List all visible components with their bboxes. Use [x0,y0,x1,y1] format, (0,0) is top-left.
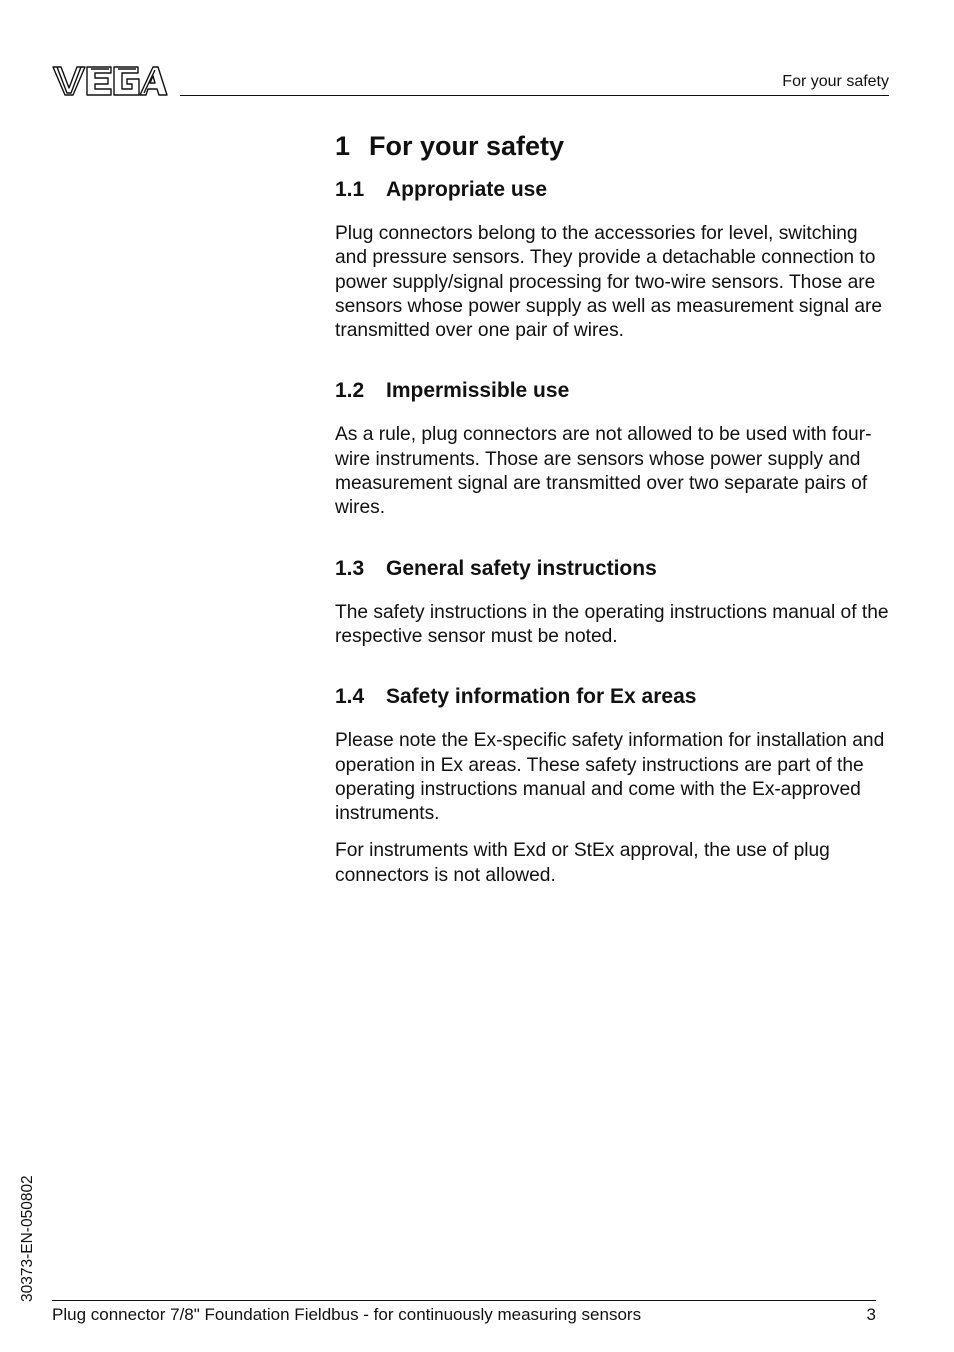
page-number: 3 [866,1305,876,1324]
footer-rule [52,1300,876,1301]
section-ex-areas [335,683,891,888]
section-heading [335,555,891,583]
section-heading [335,176,891,204]
paragraph: Please note the Ex-specific safety information for installation and operation in Ex areas. These safety instructions are part of the operating instructions manual and come with the Ex-approved instruments. [335,730,885,825]
vega-logo [52,64,168,98]
section-number: 1.1 [335,178,365,201]
header-title: For your safety [782,73,889,90]
section-title: General safety instructions [386,556,657,580]
paragraph: Plug connectors belong to the accessories for level, switching and pressure sensors. They provide a detachable connection to power supply/signal processing for two-wire sensors. Those are sensors whose power supply as well as measurement signal are transmitted over one pair of wires. [335,223,883,342]
footer-text: Plug connector 7/8" Foundation Fieldbus - for continuously measuring sensors [52,1305,642,1324]
chapter-heading [335,128,891,164]
section-title: Impermissible use [386,379,570,403]
section-number: 1.4 [335,685,365,709]
section-number: 1.3 [335,556,365,580]
main-content [335,128,891,922]
document-code: 30373-EN-050802 [19,1175,36,1302]
section-general-safety [335,555,891,650]
section-title: Safety information for Ex areas [386,685,697,709]
section-impermissible-use [335,377,891,520]
section-number: 1.2 [335,379,365,403]
section-appropriate-use [335,176,891,343]
chapter-title: For your safety [369,131,565,161]
section-heading [335,377,891,405]
header-rule [180,95,889,96]
paragraph: As a rule, plug connectors are not allowed to be used with four-wire instruments. Those are sensors whose power supply and measurement signal are transmitted over two separate pairs of wires. [335,424,872,519]
section-title: Appropriate use [386,178,548,201]
paragraph: For instruments with Exd or StEx approval, the use of plug connectors is not allowed. [335,840,830,886]
paragraph: The safety instructions in the operating instructions manual of the respective sensor must be noted. [335,601,889,647]
section-heading [335,683,891,711]
chapter-number: 1 [335,131,351,161]
